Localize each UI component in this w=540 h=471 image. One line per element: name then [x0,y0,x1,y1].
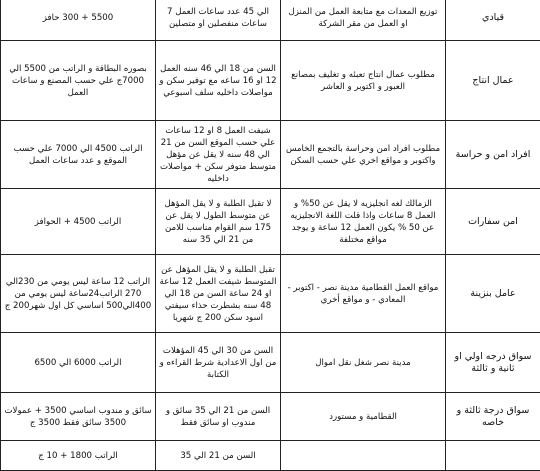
job-salary-cell: الراتب 4500 + الحوافز [1,189,156,255]
job-title-cell: افراد امن و حراسة [446,121,540,189]
table-row [1,333,540,393]
job-title-cell: قيادي [446,0,540,41]
job-task-cell: مطلوب افراد امن وحراسة بالتجمع الخامس واكتوبر و مواقع اخري علي حسب السكن [281,121,446,189]
job-task-cell: الزمالك لغه انجليزيه لا يقل عن 50% و العمل 8 ساعات واذا قلت اللغة الانجليزيه عن 50 % يكون العمل 12 ساعة و يوجد مواقع مختلفة [281,189,446,255]
job-salary-cell: سائق و مندوب اساسي 3500 + عمولات 3500 سائق فقط 3500 ج [1,393,156,441]
table-row [1,41,540,121]
job-task-cell: القطامية و مستورد [281,393,446,441]
job-task-cell: توزيع المعدات مع متابعة العمل من المنزل او العمل من مقر الشركة [281,0,446,41]
job-task-cell: مدينة نصر شغل نقل اموال [281,333,446,393]
job-conditions-cell: الي 45 عدد ساعات العمل 7 ساعات منفصلين او متصلين [156,0,281,41]
job-title-cell: سواق درجة ثالثة و خاصه [446,393,540,441]
job-salary-cell: 5500 + 300 حافز [1,0,156,41]
job-conditions-cell: لا تقبل الطلبة و لا يقل المؤهل عن متوسط الطول لا يقل عن 175 سم القوام مناسب للامن من 21 الي 35 سنه [156,189,281,255]
table-row [1,255,540,333]
job-salary-cell: الراتب 4500 الي 7000 علي حسب الموقع و عدد ساعات العمل [1,121,156,189]
job-salary-cell: الراتب 1800 + 10 ج [1,441,156,471]
job-title-cell: امن سفارات [446,189,540,255]
table-row [1,441,540,471]
job-conditions-cell: السن من 30 الي 45 المؤهلات من اول الاعدادية شرط القراءه و الكتابة [156,333,281,393]
table-row [1,121,540,189]
job-title-cell: سواق درجه اولي او ثانية و ثالثة [446,333,540,393]
job-conditions-cell: السن من 18 الي 46 سنه العمل 12 او 16 ساعه مع توفير سكن و مواصلات داخليه سلف اسبوعي [156,41,281,121]
job-salary-cell: بصوره البطاقة و الراتب من 5500 الي 7000ج علي حسب المصنع و ساعات العمل [1,41,156,121]
job-task-cell: مواقع العمل القطامية مدينة نصر - اكتوبر - المعادي - و مواقع أخري [281,255,446,333]
table-row [1,189,540,255]
job-conditions-cell: شيفت العمل 8 او 12 ساعات علي حسب الموقع السن من 21 الي 48 سنه لا يقل عن مؤهل متوسط متوفر سكن + مواصلات داخليه [156,121,281,189]
table-row [1,0,540,41]
job-salary-cell: الراتب 6000 الي 6500 [1,333,156,393]
job-conditions-cell: تقبل الطلبة و لا يقل المؤهل عن المتوسط شيفت العمل 12 ساعة او 24 ساعة السن من 18 الي 48 سنه بشطرت حذاء سيفتي اسود سكن 200 ج شهريا [156,255,281,333]
job-conditions-cell: السن من 21 الي 35 سائق و مندوب او سائق فقط [156,393,281,441]
job-conditions-cell: السن من 21 الي 35 [156,441,281,471]
job-task-cell [281,441,446,471]
job-salary-cell: الراتب 12 ساعة ليس يومي من 230الي 270 الراتب24ساعة ليس يومي من 400الي500 اساسي كل اول شهر200 ج [1,255,156,333]
job-task-cell: مطلوب عمال انتاج تعبئه و تغليف بمصانع العبور و اكتوبر و العاشر [281,41,446,121]
job-title-cell [446,441,540,471]
job-title-cell: عمال انتاج [446,41,540,121]
job-title-cell: عامل بنزينة [446,255,540,333]
